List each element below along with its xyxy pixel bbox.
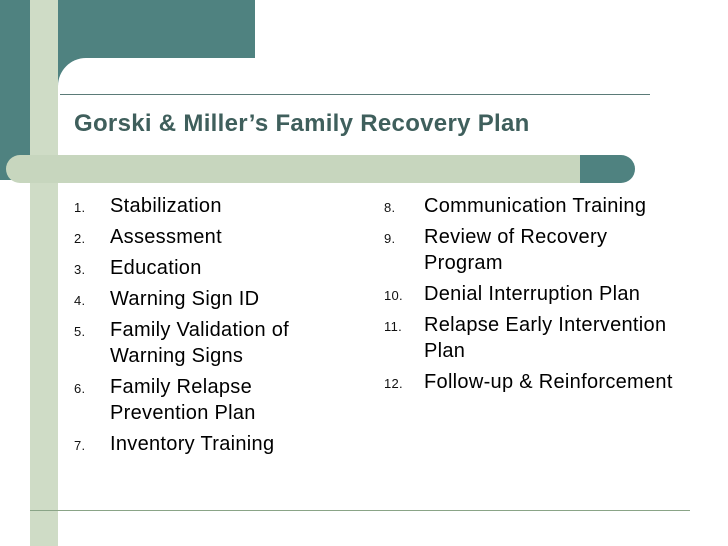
list-item xyxy=(74,286,344,312)
item-number: 10. xyxy=(384,288,403,303)
list-item xyxy=(384,281,674,307)
item-number: 6. xyxy=(74,381,86,396)
item-text: Denial Interruption Plan xyxy=(424,283,641,305)
item-text: Communication Training xyxy=(424,195,647,217)
item-number: 9. xyxy=(384,231,396,246)
item-text: Relapse Early Intervention Plan xyxy=(424,314,667,362)
item-number: 11. xyxy=(384,319,403,334)
list-item xyxy=(384,369,674,395)
list-item xyxy=(74,193,344,219)
item-text: Family Relapse Prevention Plan xyxy=(110,376,256,424)
list-item xyxy=(74,224,344,250)
item-number: 12. xyxy=(384,376,403,391)
list-item xyxy=(384,224,674,276)
item-number: 4. xyxy=(74,293,86,308)
item-text: Inventory Training xyxy=(110,433,275,455)
item-text: Stabilization xyxy=(110,195,222,217)
list-item xyxy=(74,255,344,281)
item-number: 2. xyxy=(74,231,86,246)
item-number: 1. xyxy=(74,200,86,215)
list-item xyxy=(74,374,344,426)
footer-divider xyxy=(30,510,690,511)
item-number: 3. xyxy=(74,262,86,277)
item-number: 8. xyxy=(384,200,396,215)
list-item xyxy=(74,317,344,369)
title-divider xyxy=(60,94,650,95)
accent-pill-bar xyxy=(6,155,606,183)
item-text: Follow-up & Reinforcement xyxy=(424,371,673,393)
item-text: Family Validation of Warning Signs xyxy=(110,319,290,367)
item-text: Warning Sign ID xyxy=(110,288,260,310)
item-text: Assessment xyxy=(110,226,222,248)
accent-teal-tab xyxy=(580,155,635,183)
slide-title: Gorski & Miller’s Family Recovery Plan xyxy=(74,110,530,137)
list-item xyxy=(384,312,674,364)
right-list xyxy=(384,193,674,400)
list-item xyxy=(384,193,674,219)
item-number: 7. xyxy=(74,438,86,453)
item-number: 5. xyxy=(74,324,86,339)
left-list xyxy=(74,193,344,462)
item-text: Education xyxy=(110,257,202,279)
list-item xyxy=(74,431,344,457)
item-text: Review of Recovery Program xyxy=(424,226,608,274)
mint-vertical-stripe xyxy=(30,0,58,546)
